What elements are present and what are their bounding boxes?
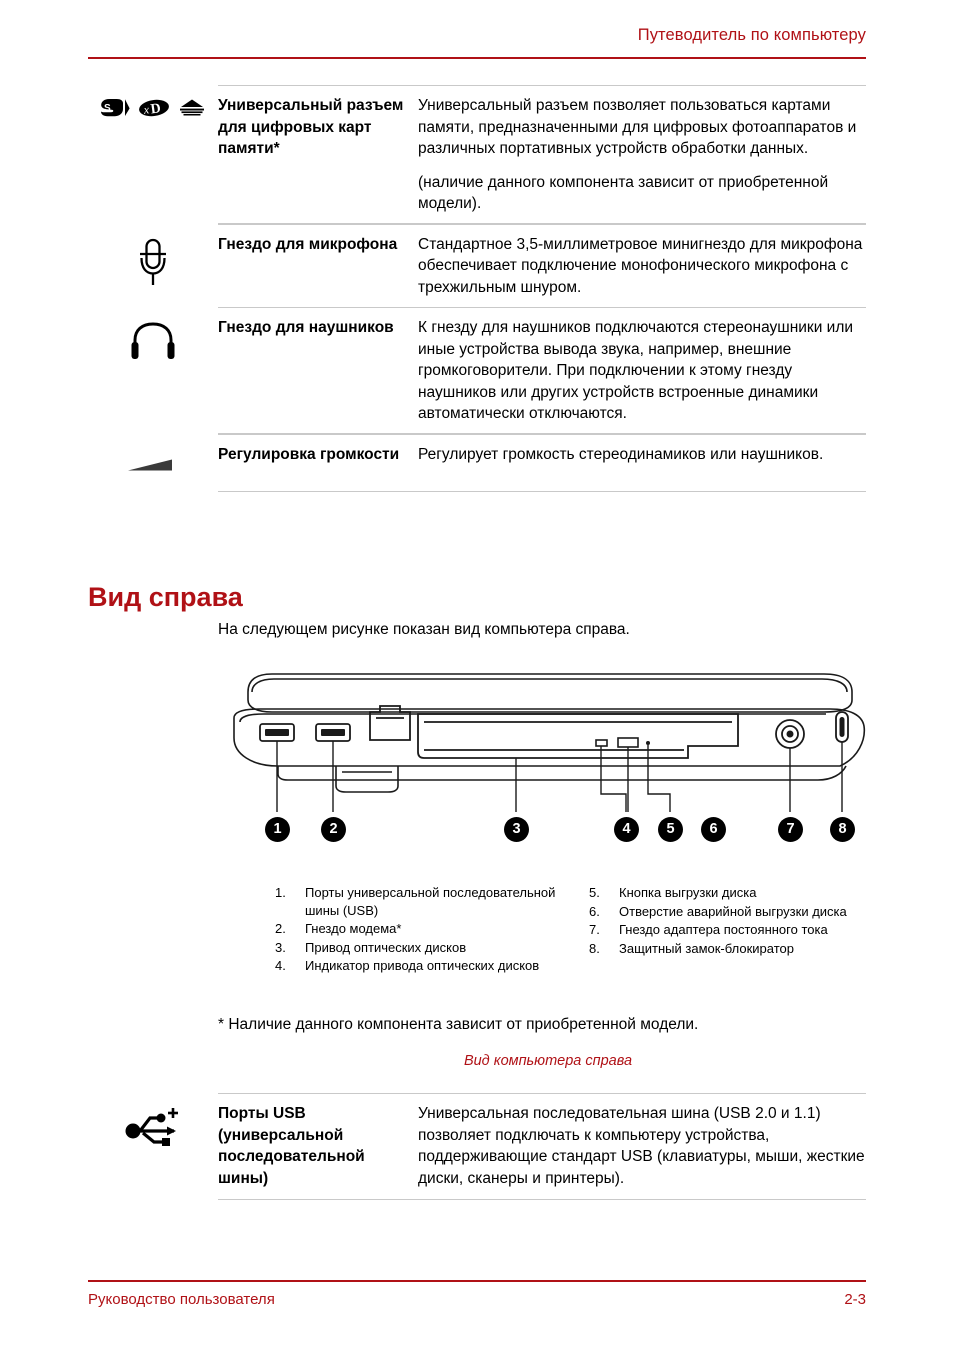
usb-port-2-graphic <box>316 724 350 741</box>
spec-desc-microphone-jack <box>418 234 866 299</box>
optical-drive-graphic <box>418 714 738 758</box>
spec-row-usb-ports <box>88 1094 866 1199</box>
callout-4: 4 <box>614 817 639 842</box>
legend-item-2 <box>275 920 567 938</box>
header-title: Путеводитель по компьютеру <box>637 26 866 44</box>
spec-name-headphone-jack: Гнездо для наушников <box>218 319 394 336</box>
memory-card-logos <box>88 95 218 215</box>
spec-desc-microphone-jack-p1: Стандартное 3,5-миллиметровое минигнездо для микрофона обеспечивает подключение монофонического микрофона с трехжильным шнуром. <box>418 235 863 296</box>
legend-text-1: Порты универсальной последовательной шины (USB) <box>305 885 556 918</box>
headphones-icon-cell <box>88 317 218 425</box>
spec-desc-memory-card-p2: (наличие данного компонента зависит от приобретенной модели). <box>418 173 829 212</box>
callout-5: 5 <box>658 817 683 842</box>
page-section-title: Вид справа <box>88 582 243 612</box>
xd-picture-card-logo-icon <box>138 98 170 118</box>
sd-card-logo-icon <box>99 98 131 118</box>
page-header <box>88 26 866 45</box>
volume-wedge-icon <box>125 455 181 481</box>
spec-name-volume-control: Регулировка громкости <box>218 445 400 463</box>
microphone-icon <box>136 237 170 289</box>
laptop-right-side-illustration <box>218 662 878 812</box>
usb-icon <box>124 1106 182 1152</box>
legend-num-3: 3. <box>275 939 286 955</box>
callout-2: 2 <box>321 817 346 842</box>
legend-text-2: Гнездо модема* <box>305 921 402 936</box>
figure-right-side-view <box>218 662 878 847</box>
legend-text-6: Отверстие аварийной выгрузки диска <box>619 903 847 919</box>
usb-port-1-graphic <box>260 724 294 741</box>
headphones-icon <box>128 320 178 362</box>
legend-item-8 <box>589 940 881 958</box>
spec-desc-volume-control-p1: Регулирует громкость стереодинамиков или наушников. <box>418 445 824 463</box>
multimedia-card-logo-icon <box>177 98 207 118</box>
spec-desc-headphone-jack-p1: К гнезду для наушников подключаются стереонаушники или иные устройства вывода звука, например, внешние громкоговорители. При подключении к этому гнезду наушников или других устройств встроенные динамики автоматически отключаются. <box>418 319 854 422</box>
footer-divider <box>88 1280 866 1282</box>
spec-row-microphone-jack <box>88 225 866 309</box>
spec-name-memory-card: Универсальный разъем для цифровых карт памяти* <box>218 97 404 157</box>
spec-row-memory-card <box>88 86 866 225</box>
spec-desc-usb-ports <box>418 1103 866 1189</box>
legend-num-2: 2. <box>275 921 286 936</box>
legend-num-5: 5. <box>589 885 600 900</box>
figure-legend <box>275 884 895 976</box>
callout-6: 6 <box>701 817 726 842</box>
figure-callouts <box>218 817 878 847</box>
footer-document-title: Руководство пользователя <box>88 1291 275 1308</box>
spec-name-microphone-jack: Гнездо для микрофона <box>218 235 398 253</box>
section-intro-text: На следующем рисунке показан вид компьютера справа. <box>218 621 630 638</box>
spec-desc-memory-card <box>418 95 866 215</box>
modem-jack-graphic <box>370 706 410 740</box>
spec-row-volume-control <box>88 435 866 491</box>
callout-7: 7 <box>778 817 803 842</box>
callout-3: 3 <box>504 817 529 842</box>
spec-desc-memory-card-p1: Универсальный разъем позволяет пользоваться картами памяти, предназначенными для цифровых фотоаппаратов и различных портативных устройств обработки данных. <box>418 97 857 157</box>
microphone-icon-cell <box>88 234 218 299</box>
disc-eject-button-graphic <box>618 738 638 747</box>
legend-text-5: Кнопка выгрузки диска <box>619 885 757 900</box>
footer-page-number: 2-3 <box>844 1291 866 1308</box>
legend-text-7: Гнездо адаптера постоянного тока <box>619 922 828 937</box>
emergency-eject-hole-graphic <box>646 741 650 745</box>
spec-table-top <box>88 86 866 491</box>
svg-text:x: x <box>142 102 150 117</box>
spec-desc-headphone-jack <box>418 317 866 425</box>
usb-icon-cell <box>88 1103 218 1189</box>
figure-footnote: * Наличие данного компонента зависит от приобретенной модели. <box>218 1016 699 1033</box>
legend-num-4: 4. <box>275 958 286 973</box>
spec-name-usb-ports: Порты USB (универсальной последовательной шины) <box>218 1105 365 1187</box>
legend-text-8: Защитный замок-блокиратор <box>619 940 794 956</box>
legend-item-4 <box>275 957 567 975</box>
header-divider <box>88 57 866 59</box>
spec-row-headphone-jack <box>88 308 866 435</box>
figure-caption: Вид компьютера справа <box>463 1053 633 1069</box>
legend-item-1 <box>275 884 567 919</box>
dc-in-jack-graphic <box>776 720 804 748</box>
figure-legend-column-left <box>275 884 567 976</box>
optical-drive-indicator-graphic <box>596 740 607 746</box>
svg-text:D: D <box>149 101 162 118</box>
spec-table-bottom <box>88 1094 866 1199</box>
spec-desc-volume-control <box>418 444 866 481</box>
legend-num-1: 1. <box>275 885 286 900</box>
legend-text-3: Привод оптических дисков <box>305 939 467 955</box>
legend-num-8: 8. <box>589 940 600 956</box>
legend-item-3 <box>275 939 567 957</box>
legend-item-7 <box>589 921 881 939</box>
callout-1: 1 <box>265 817 290 842</box>
legend-text-4: Индикатор привода оптических дисков <box>305 958 540 973</box>
legend-item-6 <box>589 903 881 921</box>
security-lock-slot-graphic <box>836 712 848 742</box>
legend-num-6: 6. <box>589 903 600 919</box>
svg-text:S: S <box>104 103 111 114</box>
spec-desc-usb-ports-p1: Универсальная последовательная шина (USB 2.0 и 1.1) позволяет подключать к компьютеру устройства, поддерживающие стандарт USB (клавиатуры, мыши, жесткие диски, сканеры и принтеры). <box>418 1105 865 1187</box>
volume-wedge-icon-cell <box>88 444 218 481</box>
callout-8: 8 <box>830 817 855 842</box>
legend-item-5 <box>589 884 881 902</box>
legend-num-7: 7. <box>589 922 600 937</box>
figure-legend-column-right <box>589 884 881 976</box>
